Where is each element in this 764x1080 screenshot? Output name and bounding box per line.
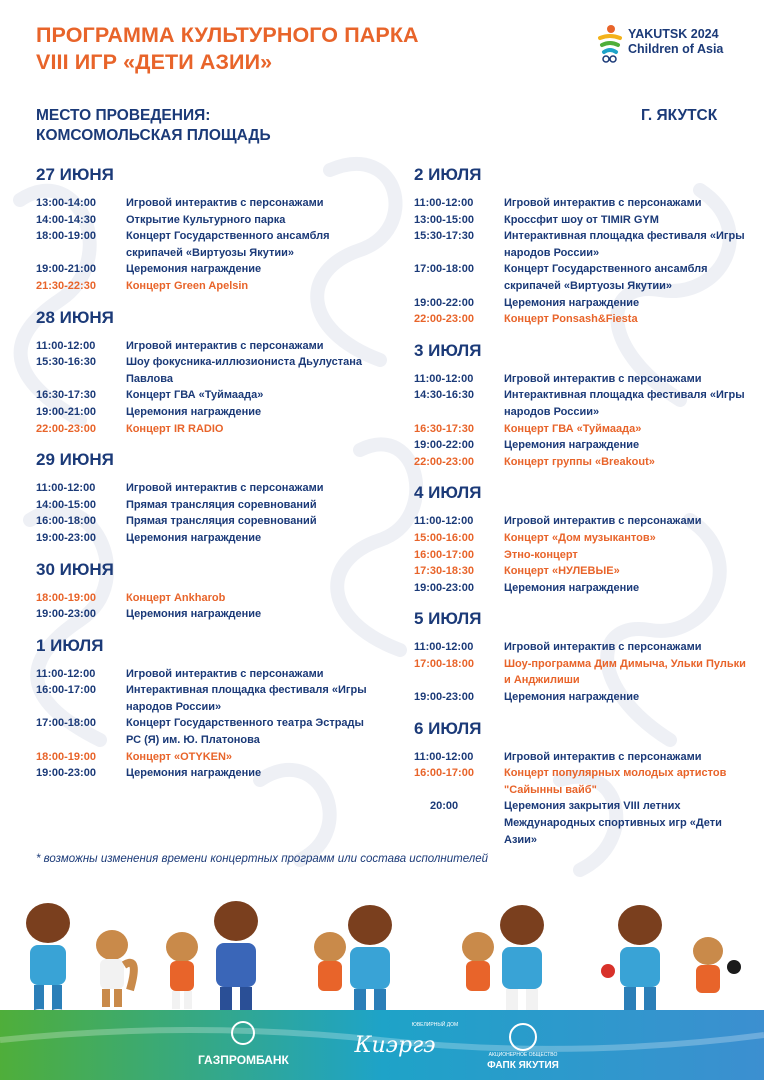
- event-name: Игровой интерактив с персонажами: [504, 372, 702, 385]
- event-row: [36, 715, 376, 748]
- day-block: [414, 482, 754, 596]
- event-time: 16:00-17:00: [414, 548, 474, 561]
- event-name: Концерт Ponsash&Fiesta: [504, 313, 638, 326]
- event-row: [36, 261, 376, 278]
- event-name: Шоу фокусника-иллюзиониста Дьулустана Павлова: [126, 356, 362, 385]
- event-name: Церемония награждение: [126, 405, 262, 418]
- event-name: Игровой интерактив с персонажами: [504, 515, 702, 528]
- event-name: Концерт ГВА «Туймаада»: [126, 389, 264, 402]
- event-time: 17:30-18:30: [414, 565, 474, 578]
- event-name: Церемония награждение: [126, 608, 262, 621]
- day-title: 6 ИЮЛЯ: [414, 718, 482, 738]
- event-time: 22:00-23:00: [414, 455, 474, 468]
- event-row: [414, 547, 754, 564]
- event-name: Игровой интерактив с персонажами: [126, 482, 324, 495]
- event-time: 19:00-21:00: [36, 263, 96, 276]
- schedule-column-left: [36, 164, 376, 794]
- event-name: Церемония награждение: [126, 531, 262, 544]
- event-row: [36, 480, 376, 497]
- logo-line-2: Children of Asia: [628, 42, 724, 56]
- event-row: [36, 513, 376, 530]
- event-name: Игровой интерактив с персонажами: [126, 197, 324, 209]
- yakutsk-2024-logo: [596, 24, 736, 68]
- mascots-illustration: [0, 895, 764, 1020]
- day-block: [414, 340, 754, 471]
- day-title: 30 ИЮНЯ: [36, 559, 114, 579]
- event-time: 17:00-18:00: [414, 263, 474, 276]
- day-title: 27 ИЮНЯ: [36, 165, 114, 184]
- event-time: 14:00-14:30: [36, 213, 96, 226]
- event-name: Игровой интерактив с персонажами: [504, 197, 702, 209]
- event-name: Концерт «Дом музыкантов»: [504, 531, 656, 544]
- event-time: 16:00-18:00: [36, 515, 96, 528]
- sponsor-kierge-subtitle: ЮВЕЛИРНЫЙ ДОМ: [411, 1022, 459, 1028]
- day-block: [36, 635, 376, 782]
- mascot-elk-icon: [26, 903, 70, 1017]
- event-name: Церемония награждение: [504, 691, 640, 704]
- event-name: Церемония награждение: [504, 439, 640, 452]
- event-time: 11:00-12:00: [36, 482, 96, 495]
- event-row: [414, 261, 754, 294]
- sponsor-gazprombank: ГАЗПРОМБАНК: [198, 1053, 289, 1067]
- event-name: Концерт Green Apelsin: [126, 279, 249, 292]
- event-time: 13:00-15:00: [414, 213, 474, 226]
- day-block: [36, 559, 376, 623]
- day-title: 4 ИЮЛЯ: [414, 483, 482, 503]
- day-title: 28 ИЮНЯ: [36, 307, 114, 327]
- logo-line-1: YAKUTSK 2024: [628, 27, 719, 41]
- event-time: 19:00-23:00: [36, 767, 96, 780]
- event-row: [36, 590, 376, 607]
- event-time: 11:00-12:00: [414, 372, 474, 385]
- day-title: 5 ИЮЛЯ: [414, 609, 482, 629]
- event-name: Игровой интерактив с персонажами: [126, 667, 324, 680]
- event-time: 19:00-22:00: [414, 439, 474, 452]
- event-row: [36, 338, 376, 355]
- event-row: [36, 354, 376, 387]
- event-row: [36, 749, 376, 766]
- event-name: Церемония награждение: [126, 263, 262, 276]
- sponsor-fapk-yakutia: ФАПК ЯКУТИЯ: [487, 1060, 559, 1071]
- event-row: [414, 421, 754, 438]
- event-name: Концерт Государственного театра Эстрады РС (Я) им. Ю. Платонова: [126, 717, 364, 747]
- event-name: Церемония награждение: [504, 581, 640, 594]
- event-time: 20:00: [430, 800, 459, 813]
- mascot-elk-blue-icon: [214, 901, 258, 1013]
- mascot-pair-right-icon: [462, 905, 544, 1011]
- day-title: 1 ИЮЛЯ: [36, 635, 104, 655]
- day-block: [36, 164, 376, 295]
- event-name: Концерт ГВА «Туймаада»: [504, 422, 642, 435]
- event-row: [414, 513, 754, 530]
- event-time: 16:30-17:30: [36, 389, 96, 402]
- event-time: 15:30-17:30: [414, 230, 474, 243]
- event-time: 11:00-12:00: [414, 515, 474, 528]
- event-row: [414, 212, 754, 229]
- event-time: 16:00-17:00: [414, 767, 474, 780]
- event-name: Открытие Культурного парка: [126, 213, 286, 226]
- event-time: 19:00-22:00: [414, 296, 474, 309]
- day-block: [414, 608, 754, 705]
- event-name: Концерт группы «Breakout»: [504, 455, 655, 468]
- event-time: 17:00-18:00: [414, 657, 474, 670]
- event-row: [414, 639, 754, 656]
- sponsor-fapk-subtitle: АКЦИОНЕРНОЕ ОБЩЕСТВО: [488, 1052, 558, 1058]
- event-name: Интерактивная площадка фестиваля «Игры народов России»: [126, 684, 367, 713]
- title-line-2: VIII ИГР «ДЕТИ АЗИИ»: [36, 50, 273, 74]
- event-time: 15:00-16:00: [414, 531, 474, 544]
- event-row: [36, 606, 376, 623]
- event-row: [36, 530, 376, 547]
- event-row: [36, 682, 376, 715]
- event-name: Шоу-программа Дим Димыча, Ульки Пульки и Анджилиши: [504, 657, 746, 687]
- event-row: [36, 387, 376, 404]
- event-row: [36, 404, 376, 421]
- event-time: 14:30-16:30: [414, 389, 474, 402]
- venue-name: КОМСОМОЛЬСКАЯ ПЛОЩАДЬ: [36, 127, 271, 144]
- event-row: [36, 195, 376, 212]
- event-name: Кроссфит шоу от TIMIR GYM: [504, 213, 659, 226]
- event-time: 22:00-23:00: [36, 422, 96, 435]
- day-block: [36, 307, 376, 438]
- mascot-table-tennis-icon: [601, 905, 741, 1011]
- day-block: [414, 718, 754, 849]
- event-row: [414, 765, 754, 798]
- event-name: Игровой интерактив с персонажами: [126, 339, 324, 352]
- venue-block: [36, 106, 271, 146]
- event-name: Игровой интерактив с персонажами: [504, 750, 702, 763]
- event-time: 13:00-14:00: [36, 197, 96, 209]
- event-time: 19:00-23:00: [414, 691, 474, 704]
- event-row: [36, 666, 376, 683]
- day-title: 3 ИЮЛЯ: [414, 340, 482, 360]
- mascot-pair-center-icon: [314, 905, 392, 1011]
- event-row: [414, 454, 754, 471]
- event-row: [414, 656, 754, 689]
- event-time: 21:30-22:30: [36, 279, 96, 292]
- event-time: 11:00-12:00: [36, 339, 96, 352]
- event-name: Прямая трансляция соревнований: [126, 498, 317, 511]
- page-title: [36, 22, 419, 76]
- event-name: Концерт «НУЛЕВЫЕ»: [504, 565, 620, 578]
- event-row: [414, 798, 754, 848]
- event-time: 16:00-17:00: [36, 684, 96, 697]
- event-time: 14:00-15:00: [36, 498, 96, 511]
- event-name: Прямая трансляция соревнований: [126, 515, 317, 528]
- event-name: Интерактивная площадка фестиваля «Игры народов России»: [504, 230, 745, 259]
- schedule-column-right: [414, 164, 754, 860]
- event-name: Церемония закрытия VIII летних Международных спортивных игр «Дети Азии»: [504, 800, 722, 846]
- event-time: 11:00-12:00: [414, 750, 474, 763]
- event-row: [414, 563, 754, 580]
- event-name: Этно-концерт: [504, 548, 578, 561]
- event-row: [414, 749, 754, 766]
- day-title: 29 ИЮНЯ: [36, 450, 114, 470]
- event-row: [414, 437, 754, 454]
- event-time: 19:00-21:00: [36, 405, 96, 418]
- event-name: Игровой интерактив с персонажами: [504, 641, 702, 654]
- event-row: [36, 212, 376, 229]
- event-time: 11:00-12:00: [36, 667, 96, 680]
- games-emblem-icon: [596, 24, 624, 64]
- event-row: [36, 497, 376, 514]
- event-row: [414, 387, 754, 420]
- event-row: [414, 228, 754, 261]
- event-time: 15:30-16:30: [36, 356, 96, 369]
- event-row: [36, 765, 376, 782]
- event-row: [414, 580, 754, 597]
- event-row: [414, 689, 754, 706]
- event-name: Концерт «OTYKEN»: [126, 750, 233, 763]
- event-row: [414, 311, 754, 328]
- event-row: [414, 530, 754, 547]
- event-row: [36, 228, 376, 261]
- event-time: 16:30-17:30: [414, 422, 474, 435]
- event-row: [36, 421, 376, 438]
- mascot-squirrel-orange-icon: [166, 932, 198, 1009]
- event-name: Концерт Государственного ансамбля скрипачей «Виртуозы Якутии»: [504, 263, 708, 292]
- mascot-squirrel-icon: [96, 930, 134, 1007]
- day-block: [414, 164, 754, 328]
- title-line-1: ПРОГРАММА КУЛЬТУРНОГО ПАРКА: [36, 23, 419, 47]
- event-time: 18:00-19:00: [36, 591, 96, 604]
- event-time: 18:00-19:00: [36, 750, 96, 763]
- event-name: Концерт популярных молодых артистов "Сайынны вайб": [504, 767, 727, 796]
- event-time: 19:00-23:00: [36, 608, 96, 621]
- event-time: 18:00-19:00: [36, 230, 96, 243]
- day-block: [36, 449, 376, 546]
- event-name: Концерт Государственного ансамбля скрипачей «Виртуозы Якутии»: [126, 230, 330, 259]
- event-name: Концерт Ankharob: [126, 591, 226, 604]
- event-row: [414, 371, 754, 388]
- venue-label: МЕСТО ПРОВЕДЕНИЯ:: [36, 107, 211, 124]
- event-time: 11:00-12:00: [414, 641, 474, 654]
- event-name: Интерактивная площадка фестиваля «Игры народов России»: [504, 389, 745, 418]
- event-name: Церемония награждение: [504, 296, 640, 309]
- event-name: Концерт IR RADIO: [126, 422, 224, 435]
- event-time: 19:00-23:00: [414, 581, 474, 594]
- event-row: [414, 195, 754, 212]
- event-row: [36, 278, 376, 295]
- event-name: Церемония награждение: [126, 767, 262, 780]
- event-time: 19:00-23:00: [36, 531, 96, 544]
- city-label: Г. ЯКУТСК: [641, 107, 718, 124]
- disclaimer-note: * возможны изменения времени концертных программ или состава исполнителей: [36, 853, 489, 865]
- event-row: [414, 295, 754, 312]
- event-time: 11:00-12:00: [414, 197, 474, 209]
- event-time: 17:00-18:00: [36, 717, 96, 730]
- sponsor-kierge: Киэргэ: [354, 1033, 436, 1058]
- day-title: 2 ИЮЛЯ: [414, 165, 482, 184]
- event-time: 22:00-23:00: [414, 313, 474, 326]
